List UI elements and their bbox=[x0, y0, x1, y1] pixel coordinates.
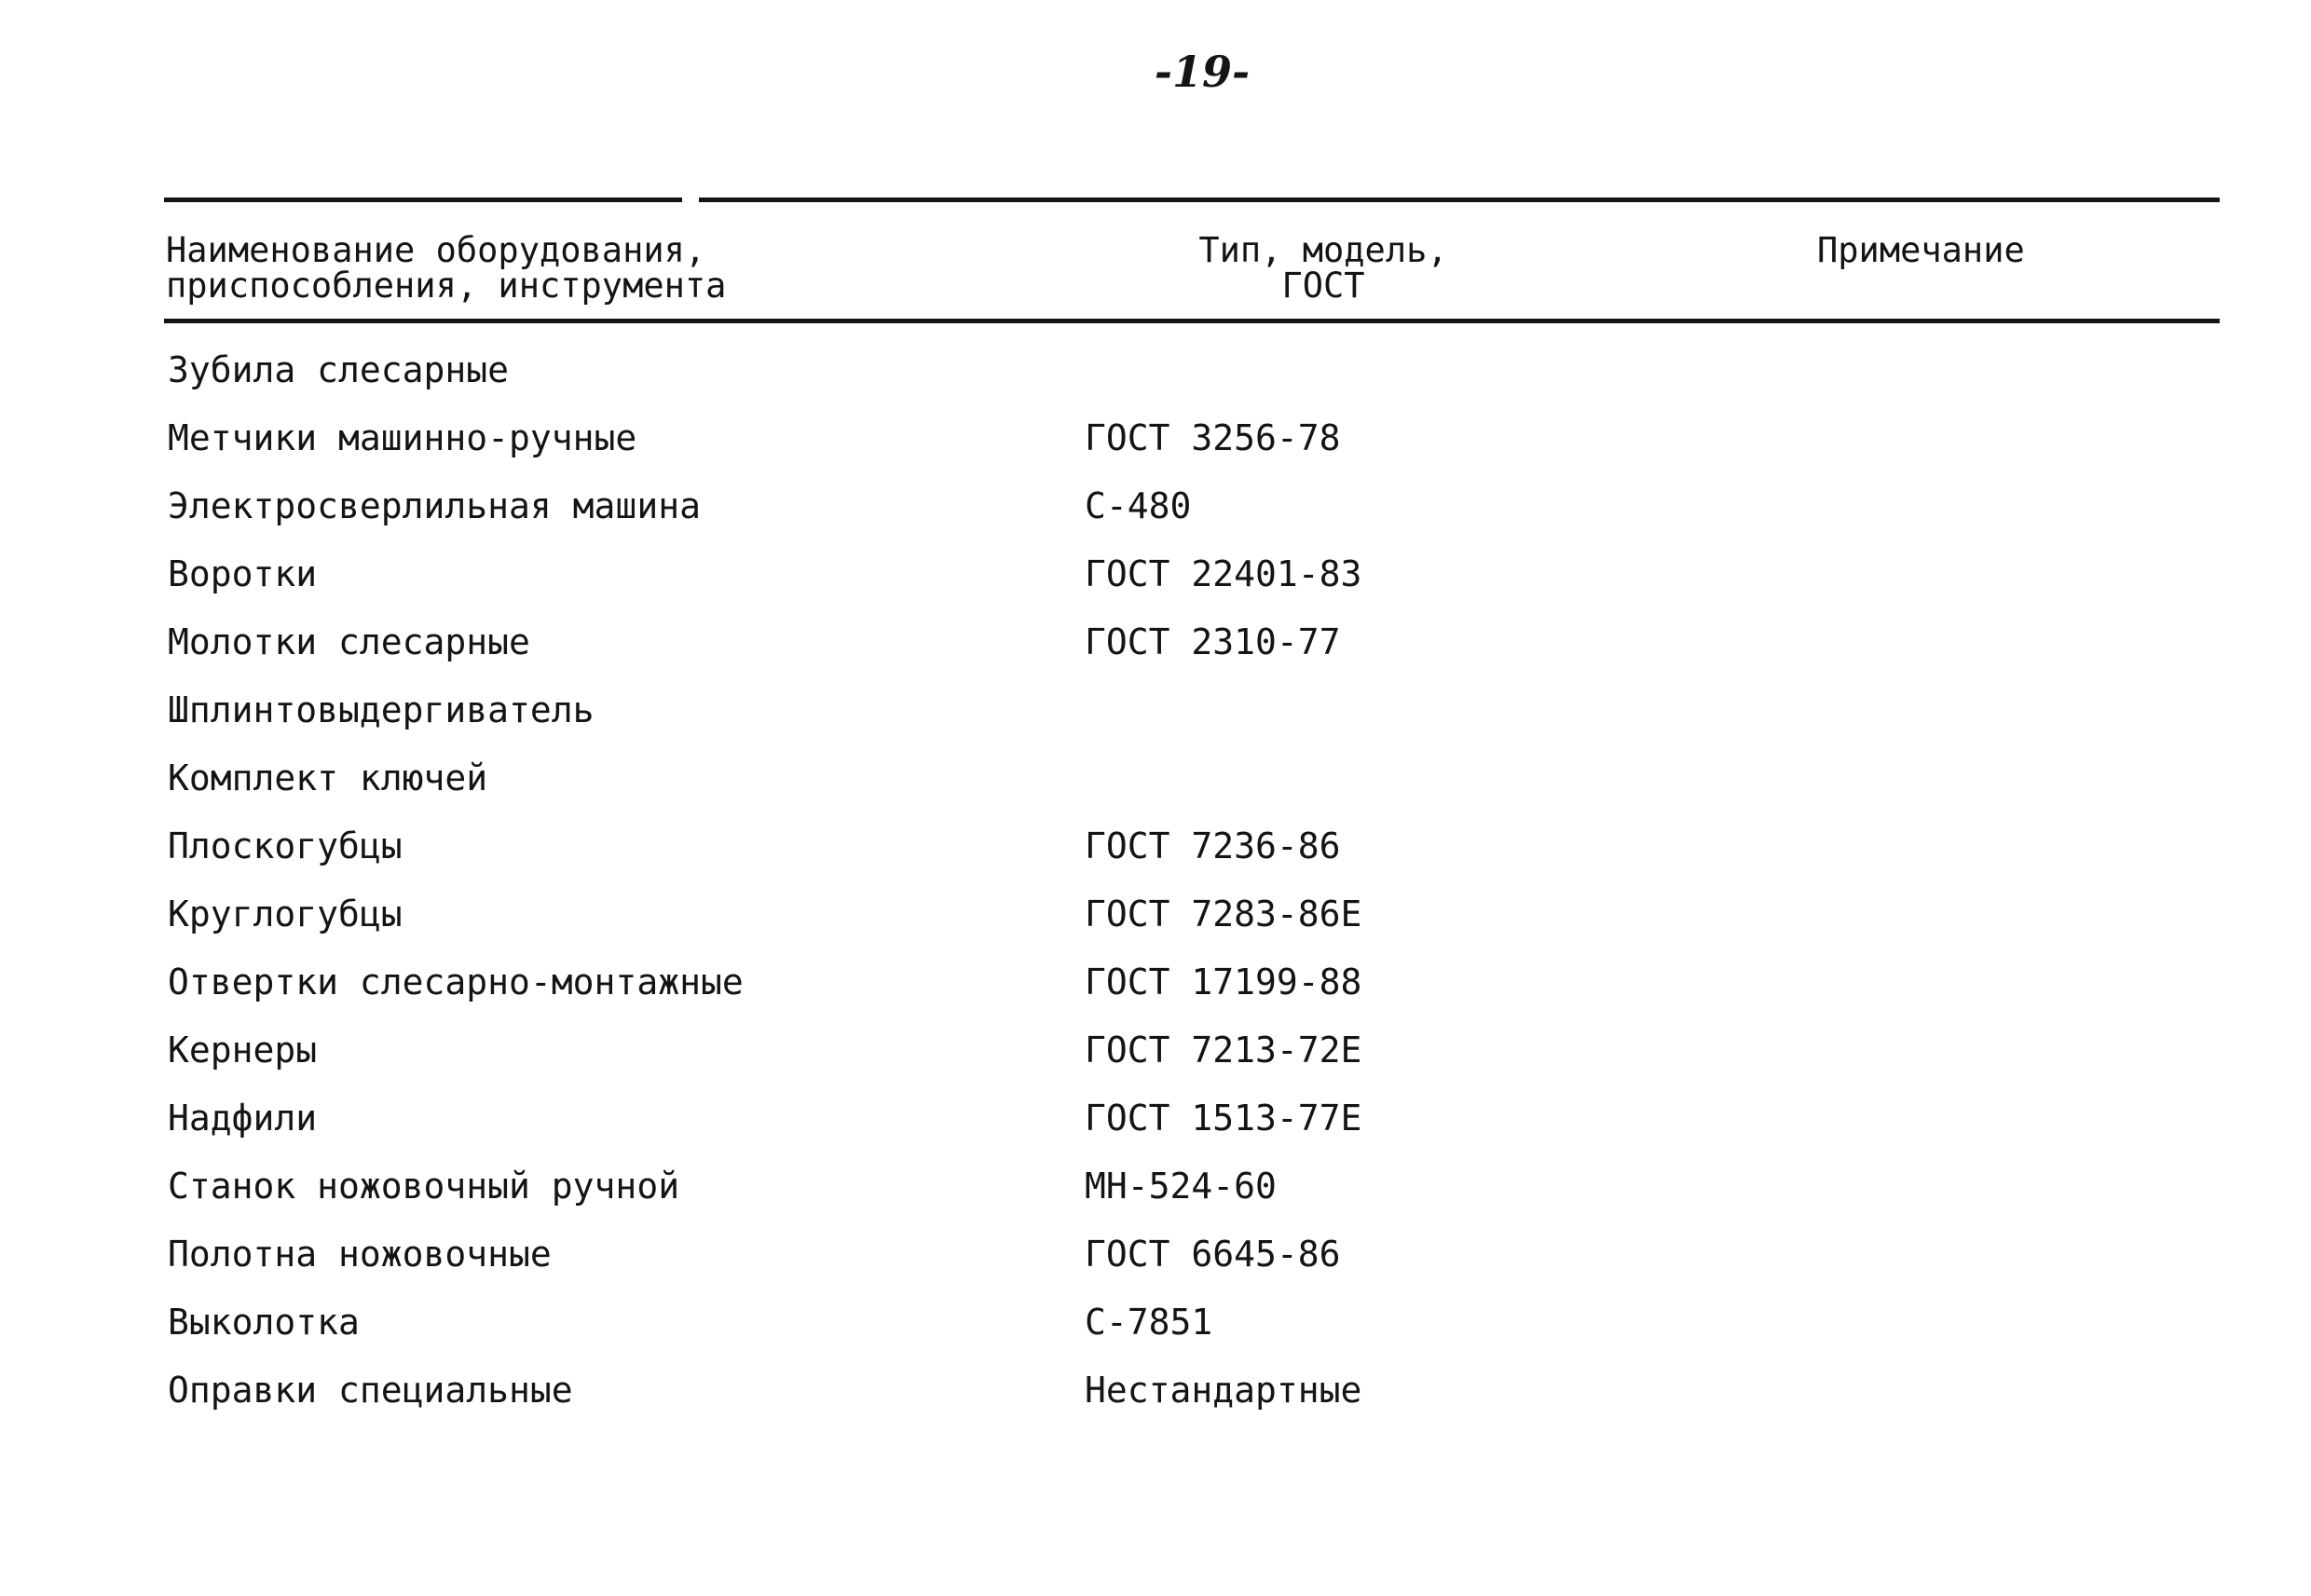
equipment-name: Воротки bbox=[168, 553, 318, 594]
equipment-name: Электросверлильная машина bbox=[168, 485, 701, 526]
equipment-name: Зубила слесарные bbox=[168, 349, 510, 390]
equipment-type: ГОСТ 7283-86Е bbox=[1085, 893, 1362, 934]
table-row bbox=[0, 551, 2311, 619]
table-row bbox=[0, 1367, 2311, 1435]
equipment-type: ГОСТ 2310-77 bbox=[1085, 621, 1341, 662]
equipment-name: Оправки специальные bbox=[168, 1370, 573, 1411]
table-row bbox=[0, 1095, 2311, 1163]
table-row bbox=[0, 687, 2311, 755]
page-number: -19- bbox=[1154, 47, 1251, 97]
equipment-table-body bbox=[0, 347, 2311, 1435]
equipment-type: С-480 bbox=[1085, 485, 1192, 526]
equipment-type: С-7851 bbox=[1085, 1302, 1213, 1343]
table-row bbox=[0, 823, 2311, 891]
equipment-name: Станок ножовочный ручной bbox=[168, 1166, 680, 1207]
top-rule-right bbox=[699, 198, 2220, 202]
table-row bbox=[0, 1027, 2311, 1095]
equipment-name: Комплект ключей bbox=[168, 757, 488, 798]
equipment-type: ГОСТ 22401-83 bbox=[1085, 553, 1362, 594]
table-row bbox=[0, 483, 2311, 551]
table-row bbox=[0, 415, 2311, 483]
header-equipment-name: Наименование оборудования, приспособления, инструмента bbox=[166, 230, 727, 306]
equipment-name: Кернеры bbox=[168, 1030, 318, 1071]
header-rule bbox=[164, 319, 2220, 323]
equipment-type: МН-524-60 bbox=[1085, 1166, 1277, 1207]
equipment-type: ГОСТ 7236-86 bbox=[1085, 825, 1341, 866]
equipment-name: Выколотка bbox=[168, 1302, 360, 1343]
equipment-type: ГОСТ 6645-86 bbox=[1085, 1234, 1341, 1275]
equipment-type: ГОСТ 1513-77Е bbox=[1085, 1098, 1362, 1139]
equipment-type: ГОСТ 3256-78 bbox=[1085, 417, 1341, 458]
table-row bbox=[0, 891, 2311, 959]
equipment-name: Молотки слесарные bbox=[168, 621, 530, 662]
equipment-name: Шплинтовыдергиватель bbox=[168, 689, 595, 730]
table-row bbox=[0, 959, 2311, 1027]
equipment-name: Круглогубцы bbox=[168, 893, 403, 934]
table-row bbox=[0, 1299, 2311, 1367]
table-row bbox=[0, 1231, 2311, 1299]
equipment-type: ГОСТ 7213-72Е bbox=[1085, 1030, 1362, 1071]
equipment-type: ГОСТ 17199-88 bbox=[1085, 962, 1362, 1003]
table-row bbox=[0, 1163, 2311, 1231]
header-note: Примечание bbox=[1817, 230, 2025, 270]
equipment-name: Отвертки слесарно-монтажные bbox=[168, 962, 744, 1003]
equipment-name: Плоскогубцы bbox=[168, 825, 403, 866]
equipment-name: Метчики машинно-ручные bbox=[168, 417, 637, 458]
top-rule-left bbox=[164, 198, 682, 202]
table-row bbox=[0, 347, 2311, 415]
table-row bbox=[0, 619, 2311, 687]
header-type-model: Тип, модель, ГОСТ bbox=[1198, 230, 1448, 306]
equipment-type: Нестандартные bbox=[1085, 1370, 1362, 1411]
equipment-name: Надфили bbox=[168, 1098, 318, 1139]
table-row bbox=[0, 755, 2311, 823]
equipment-name: Полотна ножовочные bbox=[168, 1234, 552, 1275]
